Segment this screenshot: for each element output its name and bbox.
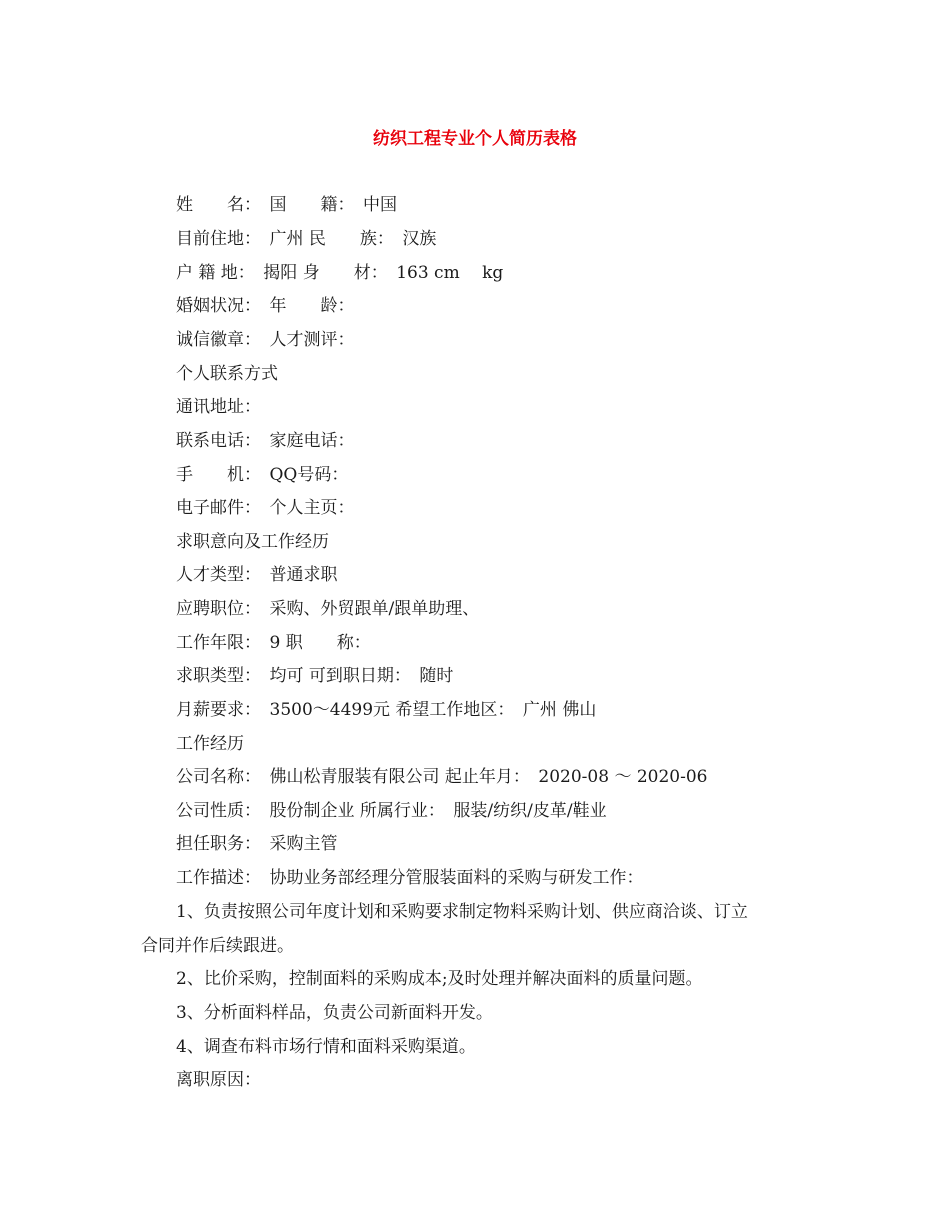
line-leave-reason: 离职原因： <box>176 1070 261 1090</box>
line-address: 通讯地址： <box>176 397 261 417</box>
line-role: 担任职务： 采购主管 <box>176 834 338 854</box>
line-company-name: 公司名称： 佛山松青服装有限公司 起止年月： 2020-08 ～ 2020-06 <box>176 767 708 787</box>
line-position: 应聘职位： 采购、外贸跟单/跟单助理、 <box>176 599 480 619</box>
line-years-title: 工作年限： 9 职 称： <box>176 633 371 653</box>
line-mobile-qq: 手 机： QQ号码： <box>176 465 349 485</box>
document-title: 纺织工程专业个人简历表格 <box>373 129 577 149</box>
line-name-nationality: 姓 名： 国 籍： 中国 <box>176 195 397 215</box>
line-job-type: 求职类型： 均可 可到职日期： 随时 <box>176 666 454 686</box>
section-heading-contact: 个人联系方式 <box>176 364 278 384</box>
duty-item-1: 1、负责按照公司年度计划和采购要求制定物料采购计划、供应商洽谈、订立 <box>176 902 748 922</box>
section-heading-work-history: 工作经历 <box>176 734 244 754</box>
duty-item-3: 3、分析面料样品，负责公司新面料开发。 <box>176 1003 493 1023</box>
line-salary-location: 月薪要求： 3500～4499元 希望工作地区： 广州 佛山 <box>176 700 597 720</box>
duty-item-1-continued: 合同并作后续跟进。 <box>141 936 294 956</box>
duty-item-2: 2、比价采购，控制面料的采购成本;及时处理并解决面料的质量问题。 <box>176 969 703 989</box>
section-heading-job-intent: 求职意向及工作经历 <box>176 532 329 552</box>
line-talent-type: 人才类型： 普通求职 <box>176 565 338 585</box>
line-job-description: 工作描述： 协助业务部经理分管服装面料的采购与研发工作： <box>176 868 644 888</box>
line-company-type: 公司性质： 股份制企业 所属行业： 服装/纺织/皮革/鞋业 <box>176 801 607 821</box>
line-phone: 联系电话： 家庭电话： <box>176 431 355 451</box>
line-credit-assessment: 诚信徽章： 人才测评： <box>176 330 355 350</box>
duty-item-4: 4、调查布料市场行情和面料采购渠道。 <box>176 1037 476 1057</box>
line-email-homepage: 电子邮件： 个人主页： <box>176 498 355 518</box>
line-residence-ethnicity: 目前住地： 广州 民 族： 汉族 <box>176 229 437 249</box>
line-hometown-height: 户 籍 地： 揭阳 身 材： 163 cm kg <box>176 263 504 283</box>
line-marital-age: 婚姻状况： 年 龄： <box>176 296 355 316</box>
